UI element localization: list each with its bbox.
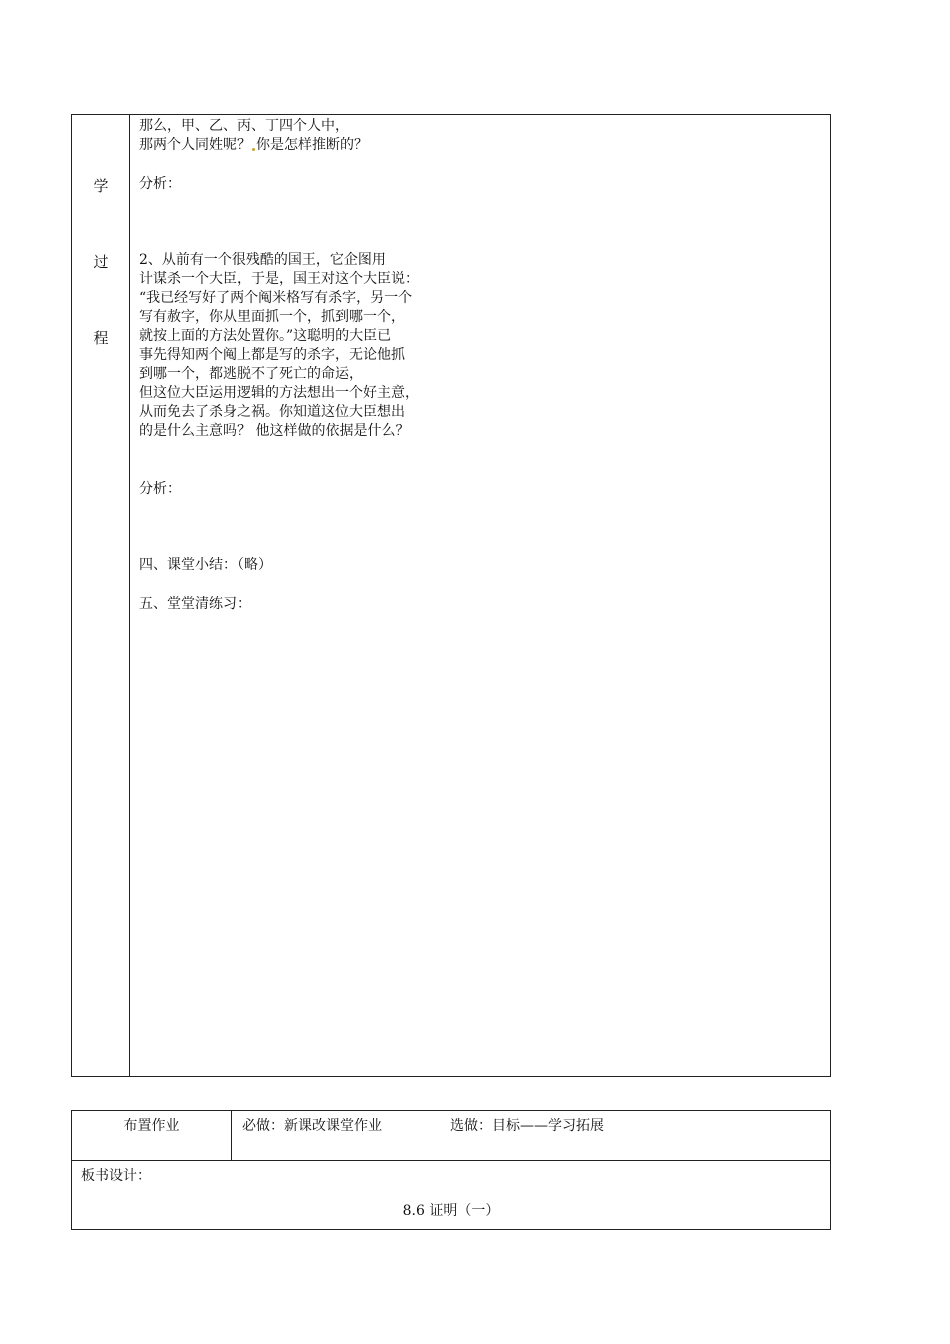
problem1-line-1: 那么，甲、乙、丙、丁四个人中， — [139, 118, 349, 134]
problem2-line-2: 计谋杀一个大臣，于是，国王对这个大臣说： — [139, 271, 419, 287]
analysis-label-2: 分析： — [139, 481, 181, 497]
board-design-label: 板书设计： — [81, 1168, 151, 1184]
homework-label: 布置作业 — [123, 1118, 180, 1134]
learning-process-table — [71, 114, 831, 1077]
problem2-line-5: 就按上面的方法处置你。”这聪明的大臣已 — [139, 328, 392, 344]
analysis-label-1: 分析： — [139, 176, 181, 192]
side-label-char-2: 过 — [93, 253, 109, 271]
side-label-char-1: 学 — [93, 177, 109, 195]
process-content — [139, 117, 819, 614]
problem2-line-10: 的是什么主意吗？ 他这样做的依据是什么？ — [139, 423, 410, 439]
problem1-line-2b: 你是怎样推断的？ — [256, 137, 368, 153]
problem2-line-9: 从而免去了杀身之祸。你知道这位大臣想出 — [139, 404, 405, 420]
side-label-char-3: 程 — [93, 329, 109, 347]
homework-required: 必做：新课改课堂作业 — [242, 1118, 382, 1134]
section-practice: 五、堂堂清练习： — [139, 596, 251, 612]
homework-row-divider — [72, 1160, 830, 1161]
section-summary: 四、课堂小结：（略） — [139, 557, 272, 573]
homework-column-divider — [231, 1111, 232, 1160]
problem2-line-4: 写有赦字，你从里面抓一个，抓到哪一个， — [139, 309, 405, 325]
edit-mark-icon — [252, 148, 255, 151]
problem2-line-1: 2、从前有一个很残酷的国王，它企图用 — [139, 252, 386, 268]
column-divider — [129, 115, 130, 1076]
problem2-line-6: 事先得知两个阄上都是写的杀字，无论他抓 — [139, 347, 405, 363]
problem2-line-3: “我已经写好了两个阄米格写有杀字，另一个 — [139, 290, 413, 306]
homework-optional: 选做：目标——学习拓展 — [450, 1118, 604, 1134]
homework-table — [71, 1110, 831, 1230]
board-design-title: 8.6 证明（一） — [402, 1203, 500, 1219]
problem2-line-7: 到哪一个，都逃脱不了死亡的命运， — [139, 366, 363, 382]
problem1-line-2 — [139, 136, 819, 155]
problem2-line-8: 但这位大臣运用逻辑的方法想出一个好主意， — [139, 385, 419, 401]
problem1-line-2a: 那两个人同姓呢？ — [139, 137, 251, 153]
